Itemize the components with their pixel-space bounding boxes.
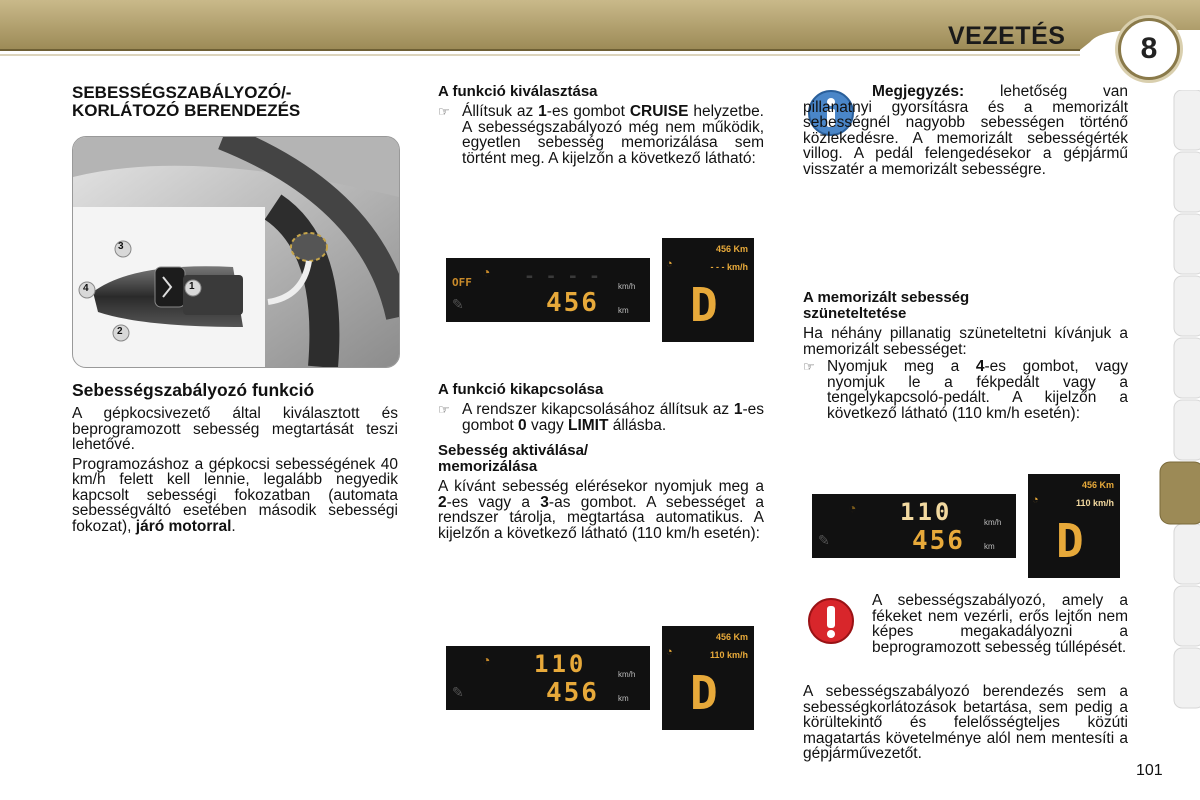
small-display-suspended <box>1028 474 1120 578</box>
cruise-gauge-icon: ◔ <box>666 646 673 658</box>
activate-speed-paragraph: A kívánt sebesség elérésekor nyomjuk meg a 2-es vagy a 3-as gombot. A sebességet a rendszer tárolja, megtartása automatikus. A kijelzőn a következő látható (110 km/h esetén): <box>438 478 765 542</box>
gear-indicator: D <box>1056 514 1084 568</box>
small-set-dashes: - - - km/h <box>710 262 748 272</box>
small-set-speed: 110 km/h <box>709 650 748 660</box>
programming-paragraph: Programozáshoz a gépkocsi sebességének 40 km/h felett kell lennie, legalább negyedik kapcsolt sebességi fokozatban (automata sebességváltó esetében második sebességi fokozat), járó motorral. <box>72 455 398 535</box>
diagram-label-1: 1 <box>189 281 195 292</box>
small-display-inactive <box>662 238 754 342</box>
wrench-icon: ✎ <box>818 532 830 548</box>
wrench-icon: ✎ <box>452 296 464 312</box>
cruise-gauge-icon: ◔ <box>1032 494 1039 506</box>
deactivate-function-heading: A funkció kikapcsolása <box>438 381 604 398</box>
cluster-display-active <box>446 646 650 710</box>
cruise-gauge-icon: ◔ <box>482 652 491 668</box>
pointing-hand-icon: ☞ <box>438 104 450 119</box>
select-function-heading: A funkció kiválasztása <box>438 83 598 100</box>
pointing-hand-icon: ☞ <box>803 359 815 374</box>
cruise-gauge-icon: ◔ <box>666 258 673 270</box>
unit-km: km <box>618 306 629 315</box>
activate-speed-heading-line2: memorizálása <box>438 458 538 475</box>
warning-paragraph: A sebességszabályozó, amely a fékeket nem vezérli, erős lejtőn nem képes megakadályozni a beprogramozott sebesség túllépését. <box>872 592 1128 656</box>
section-title: VEZETÉS <box>948 22 1066 50</box>
small-display-active <box>662 626 754 730</box>
cluster-display-inactive <box>446 258 650 322</box>
odometer-readout: 456 Km <box>1081 480 1114 490</box>
current-speed-readout: 456 <box>912 526 965 556</box>
main-title-line1: SEBESSÉGSZABÁLYOZÓ/- <box>72 83 292 102</box>
diagram-label-3: 3 <box>118 241 124 252</box>
set-speed-readout: 110 <box>900 498 953 526</box>
gear-indicator: D <box>690 666 718 720</box>
wrench-icon: ✎ <box>452 684 464 700</box>
set-speed-dashes: - - - - <box>524 266 600 287</box>
activate-speed-heading-line1: Sebesség aktiválása/ <box>438 442 589 459</box>
pointing-hand-icon: ☞ <box>438 402 450 417</box>
suspend-speed-paragraph: Ha néhány pillanatig szüneteltetni kívánjuk a memorizált sebességet: <box>803 325 1128 358</box>
unit-kmh: km/h <box>618 282 636 291</box>
unit-km: km <box>984 542 995 551</box>
select-function-step: ☞ Állítsuk az 1-es gombot CRUISE helyzetbe. A sebességszabályozó még nem működik, egyetlen sebesség memorizálása sem történt meg. A kijelzőn a következő látható: <box>438 103 764 167</box>
cruise-gauge-icon: ◔ <box>848 500 857 516</box>
suspend-speed-heading-line2: szüneteltetése <box>803 305 907 322</box>
active-chapter-tab <box>1160 462 1200 524</box>
diagram-label-4: 4 <box>83 283 89 294</box>
main-title-line2: KORLÁTOZÓ BERENDEZÉS <box>72 101 301 120</box>
page-number: 101 <box>1136 762 1163 779</box>
intro-paragraph: A gépkocsivezető által kiválasztott és beprogramozott sebesség megtartását teszi lehetővé. <box>72 405 398 453</box>
gear-indicator: D <box>690 278 718 332</box>
odometer-readout: 456 Km <box>715 244 748 254</box>
warning-icon <box>808 598 854 644</box>
small-set-speed: 110 km/h <box>1075 498 1114 508</box>
note-paragraph: Megjegyzés: lehetőség van pillanatnyi gyorsításra és a memorizált sebességnél nagyobb sebességen történő közlekedésre. A memorizált sebességérték villog. A pedál felengedésekor a gépjármű visszatér a memorizált sebességre. <box>803 83 1128 178</box>
unit-km: km <box>618 694 629 703</box>
deactivate-function-step: ☞ A rendszer kikapcsolásához állítsuk az 1-es gombot 0 vagy LIMIT állásba. <box>438 401 764 434</box>
suspend-speed-step: ☞ Nyomjuk meg a 4-es gombot, vagy nyomjuk le a fékpedált vagy a tengelykapcsoló-pedált. A kijelzőn a következő látható (110 km/h esetén): <box>803 358 1128 422</box>
current-speed-readout: 456 <box>546 288 599 318</box>
chapter-number-badge: 8 <box>1118 18 1180 80</box>
cruise-control-stalk-illustration <box>72 136 400 368</box>
cruise-function-subtitle: Sebességszabályozó funkció <box>72 380 315 400</box>
page-header <box>0 0 1200 65</box>
current-speed-readout: 456 <box>546 678 599 708</box>
unit-kmh: km/h <box>618 670 636 679</box>
responsibility-paragraph: A sebességszabályozó berendezés sem a sebességkorlátozások betartása, sem pedig a körültekintő és felelősségteljes közúti magatartás követelménye alól nem mentesíti a gépjárművezetőt. <box>803 683 1128 762</box>
unit-kmh: km/h <box>984 518 1002 527</box>
odometer-readout: 456 Km <box>715 632 748 642</box>
cruise-gauge-icon: ◔ <box>482 264 491 280</box>
chapter-tabs <box>1158 90 1200 730</box>
set-speed-readout: 110 <box>534 650 587 678</box>
suspend-speed-heading-line1: A memorizált sebesség <box>803 289 970 306</box>
off-indicator: OFF <box>452 276 472 289</box>
cluster-display-suspended <box>812 494 1016 558</box>
diagram-label-2: 2 <box>117 326 123 337</box>
